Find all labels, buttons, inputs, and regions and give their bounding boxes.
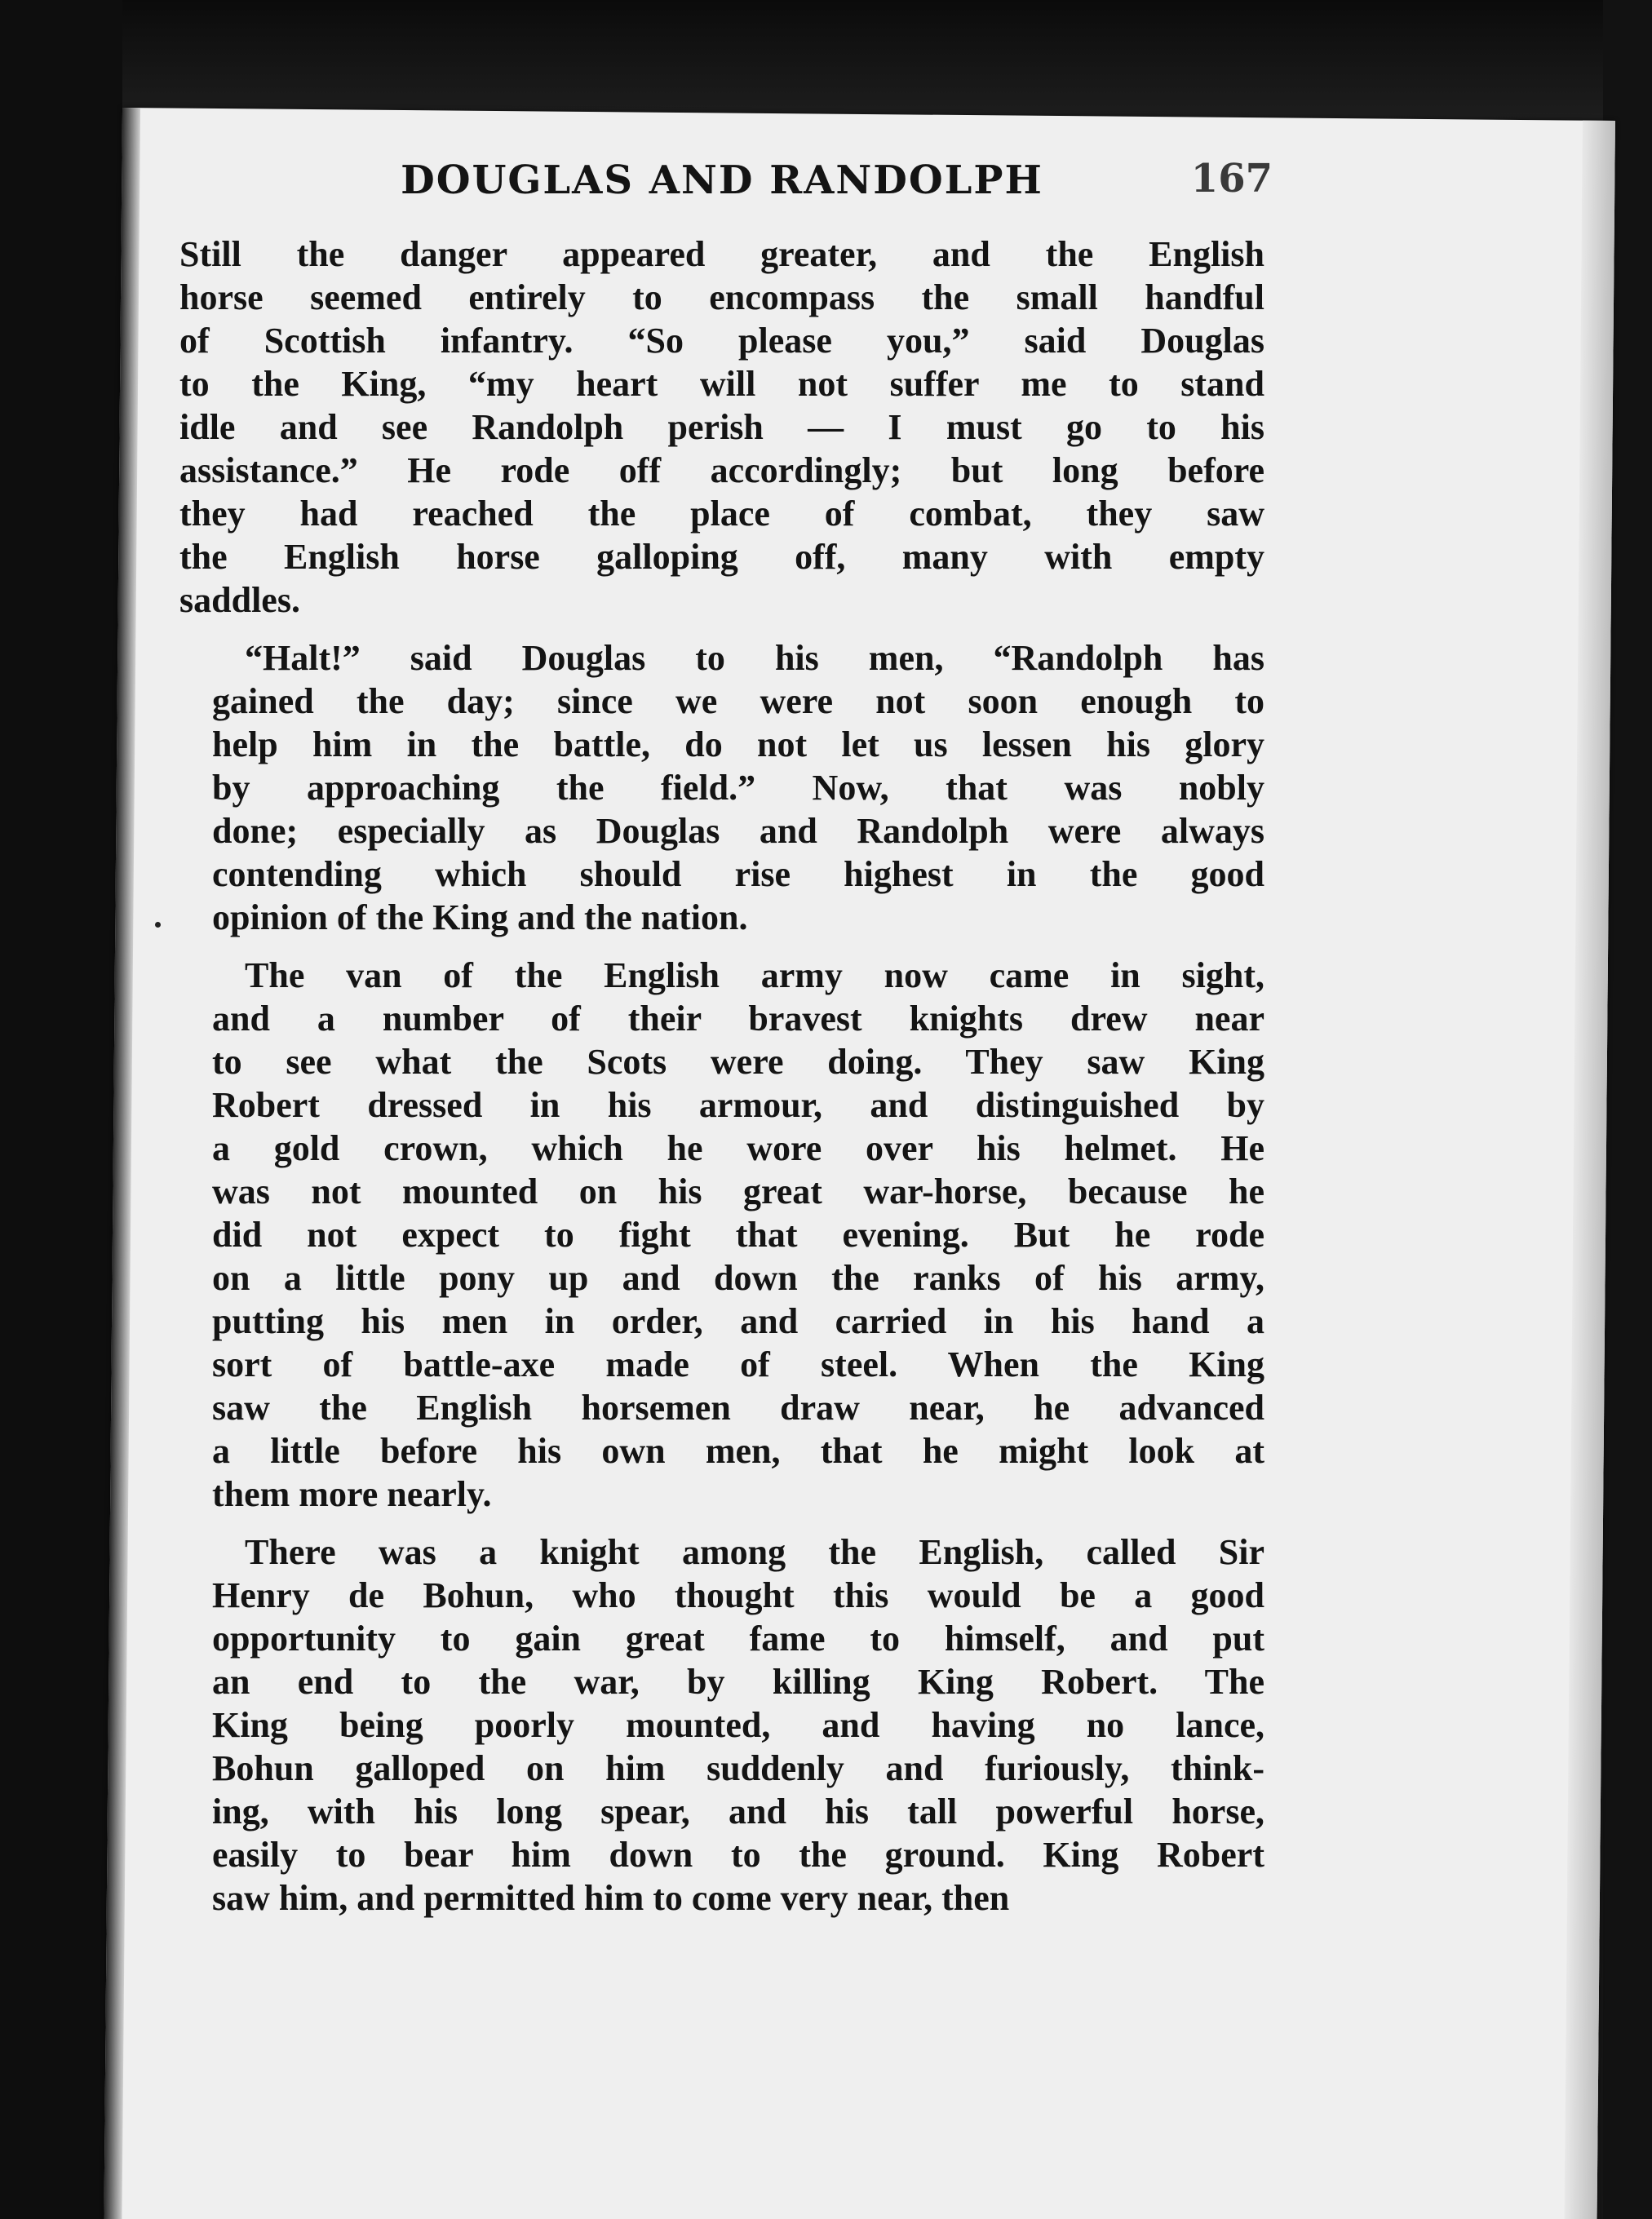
text-line: and a number of their bravest knights drew near	[212, 999, 1264, 1039]
paragraph	[179, 233, 1264, 622]
text-line: was not mounted on his great war-horse, because he	[212, 1172, 1264, 1211]
text-line: gained the day; since we were not soon enough to	[212, 681, 1264, 721]
paragraph	[179, 1530, 1264, 1920]
text-line: easily to bear him down to the ground. King Robert	[212, 1835, 1264, 1875]
text-line: a little before his own men, that he might look at	[212, 1431, 1264, 1471]
text-line: “Halt!” said Douglas to his men, “Randolph has	[245, 638, 1264, 678]
running-title: DOUGLAS AND RANDOLPH	[401, 157, 1043, 203]
text-line: the English horse galloping off, many with empty	[179, 537, 1264, 577]
text-line: Still the danger appeared greater, and the English	[179, 234, 1264, 274]
text-line: contending which should rise highest in the good	[212, 854, 1264, 894]
text-line: saw him, and permitted him to come very near, then	[212, 1878, 1010, 1918]
text-line: idle and see Randolph perish — I must go to his	[179, 407, 1264, 447]
body-text	[179, 233, 1264, 1920]
margin-ink-dot	[155, 922, 161, 928]
text-line: Bohun galloped on him suddenly and furiously, think-	[212, 1748, 1264, 1788]
text-line: to see what the Scots were doing. They saw King	[212, 1042, 1264, 1082]
text-line: did not expect to fight that evening. But he rode	[212, 1215, 1264, 1255]
text-block	[179, 151, 1273, 1934]
text-line: assistance.” He rode off accordingly; but long before	[179, 450, 1264, 490]
text-line: Henry de Bohun, who thought this would be a good	[212, 1575, 1264, 1615]
text-line: help him in the battle, do not let us lessen his glory	[212, 724, 1264, 764]
text-line: on a little pony up and down the ranks of his army,	[212, 1258, 1264, 1298]
text-line: horse seemed entirely to encompass the small handful	[179, 277, 1264, 317]
text-line: opinion of the King and the nation.	[212, 897, 748, 937]
text-line: saw the English horsemen draw near, he advanced	[212, 1388, 1264, 1428]
text-line: The van of the English army now came in sight,	[245, 955, 1264, 995]
text-line: they had reached the place of combat, they saw	[179, 494, 1264, 534]
text-line: done; especially as Douglas and Randolph were always	[212, 811, 1264, 851]
text-line: them more nearly.	[212, 1474, 492, 1514]
scan-top-border	[0, 0, 1652, 122]
text-line: ing, with his long spear, and his tall powerful horse,	[212, 1792, 1264, 1831]
text-line: sort of battle-axe made of steel. When the King	[212, 1344, 1264, 1384]
text-line: saddles.	[179, 580, 300, 620]
text-line: putting his men in order, and carried in his hand a	[212, 1301, 1264, 1341]
text-line: of Scottish infantry. “So please you,” said Douglas	[179, 321, 1264, 361]
text-line: Robert dressed in his armour, and distinguished by	[212, 1085, 1264, 1125]
text-line: a gold crown, which he wore over his helmet. He	[212, 1128, 1264, 1168]
text-line: an end to the war, by killing King Robert. The	[212, 1662, 1264, 1702]
page-header	[179, 151, 1273, 216]
paragraph	[179, 954, 1264, 1516]
scan-left-border	[0, 0, 122, 2219]
text-line: King being poorly mounted, and having no lance,	[212, 1705, 1264, 1745]
text-line: by approaching the field.” Now, that was nobly	[212, 768, 1264, 808]
text-line: opportunity to gain great fame to himself, and put	[212, 1619, 1264, 1659]
text-line: to the King, “my heart will not suffer me to stand	[179, 364, 1264, 404]
text-line: There was a knight among the English, called Sir	[245, 1532, 1264, 1572]
paragraph	[179, 636, 1264, 939]
page-number: 167	[1190, 156, 1273, 202]
